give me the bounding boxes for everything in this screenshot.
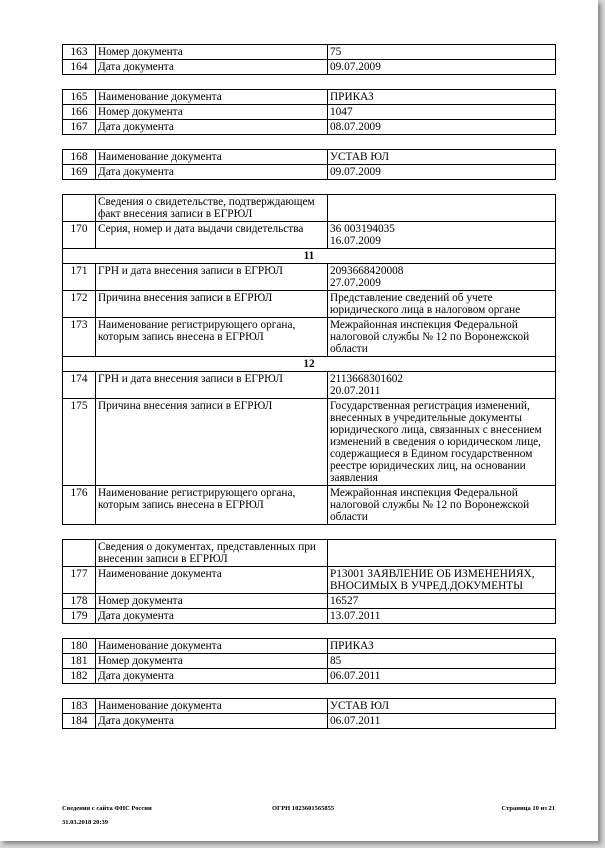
spacer-cell bbox=[63, 624, 556, 639]
table-row bbox=[63, 699, 556, 714]
row-value: 09.07.2009 bbox=[328, 60, 556, 75]
row-label: Дата документа bbox=[96, 609, 328, 624]
row-label: Номер документа bbox=[96, 594, 328, 609]
table-spacer bbox=[63, 75, 556, 90]
row-value: 16527 bbox=[328, 594, 556, 609]
table-row bbox=[63, 669, 556, 684]
row-value: ПРИКАЗ bbox=[328, 90, 556, 105]
row-label: ГРН и дата внесения записи в ЕГРЮЛ bbox=[96, 264, 328, 291]
row-number: 172 bbox=[63, 291, 96, 318]
record-number-row bbox=[63, 357, 556, 372]
row-number: 178 bbox=[63, 594, 96, 609]
row-label: Дата документа bbox=[96, 60, 328, 75]
row-number bbox=[63, 540, 96, 567]
table-row bbox=[63, 540, 556, 567]
row-value: УСТАВ ЮЛ bbox=[328, 150, 556, 165]
table-row bbox=[63, 399, 556, 486]
table-row bbox=[63, 714, 556, 729]
egrul-table bbox=[62, 44, 556, 729]
row-label: Дата документа bbox=[96, 165, 328, 180]
row-label: Причина внесения записи в ЕГРЮЛ bbox=[96, 399, 328, 486]
record-number-row bbox=[63, 249, 556, 264]
table-row bbox=[63, 120, 556, 135]
footer-source bbox=[62, 798, 152, 826]
table-row bbox=[63, 567, 556, 594]
row-value: 36 003194035 16.07.2009 bbox=[328, 222, 556, 249]
footer-datetime: 31.03.2018 20:39 bbox=[62, 819, 109, 826]
spacer-cell bbox=[63, 180, 556, 195]
row-label: Серия, номер и дата выдачи свидетельства bbox=[96, 222, 328, 249]
row-label: Наименование документа bbox=[96, 150, 328, 165]
table-spacer bbox=[63, 135, 556, 150]
row-label: Наименование документа bbox=[96, 639, 328, 654]
footer-source-text: Сведения с сайта ФНС России bbox=[62, 805, 152, 812]
table-row bbox=[63, 291, 556, 318]
row-value: Межрайонная инспекция Федеральной налоговой службы № 12 по Воронежской области bbox=[328, 486, 556, 525]
table-row bbox=[63, 195, 556, 222]
row-number: 176 bbox=[63, 486, 96, 525]
table-row bbox=[63, 594, 556, 609]
table-row bbox=[63, 486, 556, 525]
row-number: 175 bbox=[63, 399, 96, 486]
row-label: Дата документа bbox=[96, 669, 328, 684]
row-value: ПРИКАЗ bbox=[328, 639, 556, 654]
row-value: 06.07.2011 bbox=[328, 714, 556, 729]
footer-ogrn: ОГРН 1023601565855 bbox=[272, 805, 335, 812]
table-row bbox=[63, 372, 556, 399]
row-number: 184 bbox=[63, 714, 96, 729]
row-number bbox=[63, 195, 96, 222]
record-number: 11 bbox=[63, 249, 556, 264]
table-row bbox=[63, 639, 556, 654]
row-number: 179 bbox=[63, 609, 96, 624]
row-label: Наименование регистрирующего органа, которым запись внесена в ЕГРЮЛ bbox=[96, 318, 328, 357]
table-row bbox=[63, 222, 556, 249]
table-row bbox=[63, 318, 556, 357]
row-label: Наименование регистрирующего органа, которым запись внесена в ЕГРЮЛ bbox=[96, 486, 328, 525]
row-label: Наименование документа bbox=[96, 90, 328, 105]
spacer-cell bbox=[63, 684, 556, 699]
row-value: 75 bbox=[328, 45, 556, 60]
row-value: 2093668420008 27.07.2009 bbox=[328, 264, 556, 291]
footer-page-number: Страница 10 из 21 bbox=[501, 805, 555, 812]
row-number: 177 bbox=[63, 567, 96, 594]
row-value bbox=[328, 540, 556, 567]
row-number: 181 bbox=[63, 654, 96, 669]
row-number: 164 bbox=[63, 60, 96, 75]
table-row bbox=[63, 150, 556, 165]
row-value: 2113668301602 20.07.2011 bbox=[328, 372, 556, 399]
row-value: Межрайонная инспекция Федеральной налоговой службы № 12 по Воронежской области bbox=[328, 318, 556, 357]
row-number: 171 bbox=[63, 264, 96, 291]
row-value: 06.07.2011 bbox=[328, 669, 556, 684]
row-value: 1047 bbox=[328, 105, 556, 120]
row-label: Наименование документа bbox=[96, 567, 328, 594]
row-number: 163 bbox=[63, 45, 96, 60]
table-row bbox=[63, 60, 556, 75]
table-spacer bbox=[63, 684, 556, 699]
spacer-cell bbox=[63, 135, 556, 150]
row-number: 168 bbox=[63, 150, 96, 165]
row-value: Государственная регистрация изменений, внесенных в учредительные документы юридического лица, связанных с внесением изменений в сведения о юридическом лице, содержащиеся в Едином государственном реестре юридических лиц, на основании заявления bbox=[328, 399, 556, 486]
row-value: 09.07.2009 bbox=[328, 165, 556, 180]
row-label: Дата документа bbox=[96, 120, 328, 135]
row-number: 182 bbox=[63, 669, 96, 684]
table-spacer bbox=[63, 180, 556, 195]
spacer-cell bbox=[63, 525, 556, 540]
row-label: Сведения о документах, представленных при внесении записи в ЕГРЮЛ bbox=[96, 540, 328, 567]
row-number: 174 bbox=[63, 372, 96, 399]
table-row bbox=[63, 90, 556, 105]
row-label: Дата документа bbox=[96, 714, 328, 729]
row-number: 170 bbox=[63, 222, 96, 249]
row-value bbox=[328, 195, 556, 222]
row-value: 13.07.2011 bbox=[328, 609, 556, 624]
row-label: ГРН и дата внесения записи в ЕГРЮЛ bbox=[96, 372, 328, 399]
row-number: 169 bbox=[63, 165, 96, 180]
table-row bbox=[63, 609, 556, 624]
row-value: Представление сведений об учете юридического лица в налоговом органе bbox=[328, 291, 556, 318]
table-row bbox=[63, 105, 556, 120]
row-value: Р13001 ЗАЯВЛЕНИЕ ОБ ИЗМЕНЕНИЯХ, ВНОСИМЫХ В УЧРЕД.ДОКУМЕНТЫ bbox=[328, 567, 556, 594]
row-label: Сведения о свидетельстве, подтверждающем факт внесения записи в ЕГРЮЛ bbox=[96, 195, 328, 222]
row-number: 183 bbox=[63, 699, 96, 714]
row-number: 173 bbox=[63, 318, 96, 357]
row-number: 167 bbox=[63, 120, 96, 135]
row-value: 08.07.2009 bbox=[328, 120, 556, 135]
row-number: 165 bbox=[63, 90, 96, 105]
row-number: 180 bbox=[63, 639, 96, 654]
row-value: УСТАВ ЮЛ bbox=[328, 699, 556, 714]
row-label: Причина внесения записи в ЕГРЮЛ bbox=[96, 291, 328, 318]
row-label: Номер документа bbox=[96, 105, 328, 120]
table-row bbox=[63, 654, 556, 669]
table-row bbox=[63, 45, 556, 60]
spacer-cell bbox=[63, 75, 556, 90]
record-number: 12 bbox=[63, 357, 556, 372]
table-row bbox=[63, 264, 556, 291]
egrul-table-body bbox=[63, 45, 556, 729]
table-spacer bbox=[63, 525, 556, 540]
table-spacer bbox=[63, 624, 556, 639]
row-label: Номер документа bbox=[96, 654, 328, 669]
row-label: Номер документа bbox=[96, 45, 328, 60]
row-value: 85 bbox=[328, 654, 556, 669]
row-number: 166 bbox=[63, 105, 96, 120]
table-row bbox=[63, 165, 556, 180]
row-label: Наименование документа bbox=[96, 699, 328, 714]
